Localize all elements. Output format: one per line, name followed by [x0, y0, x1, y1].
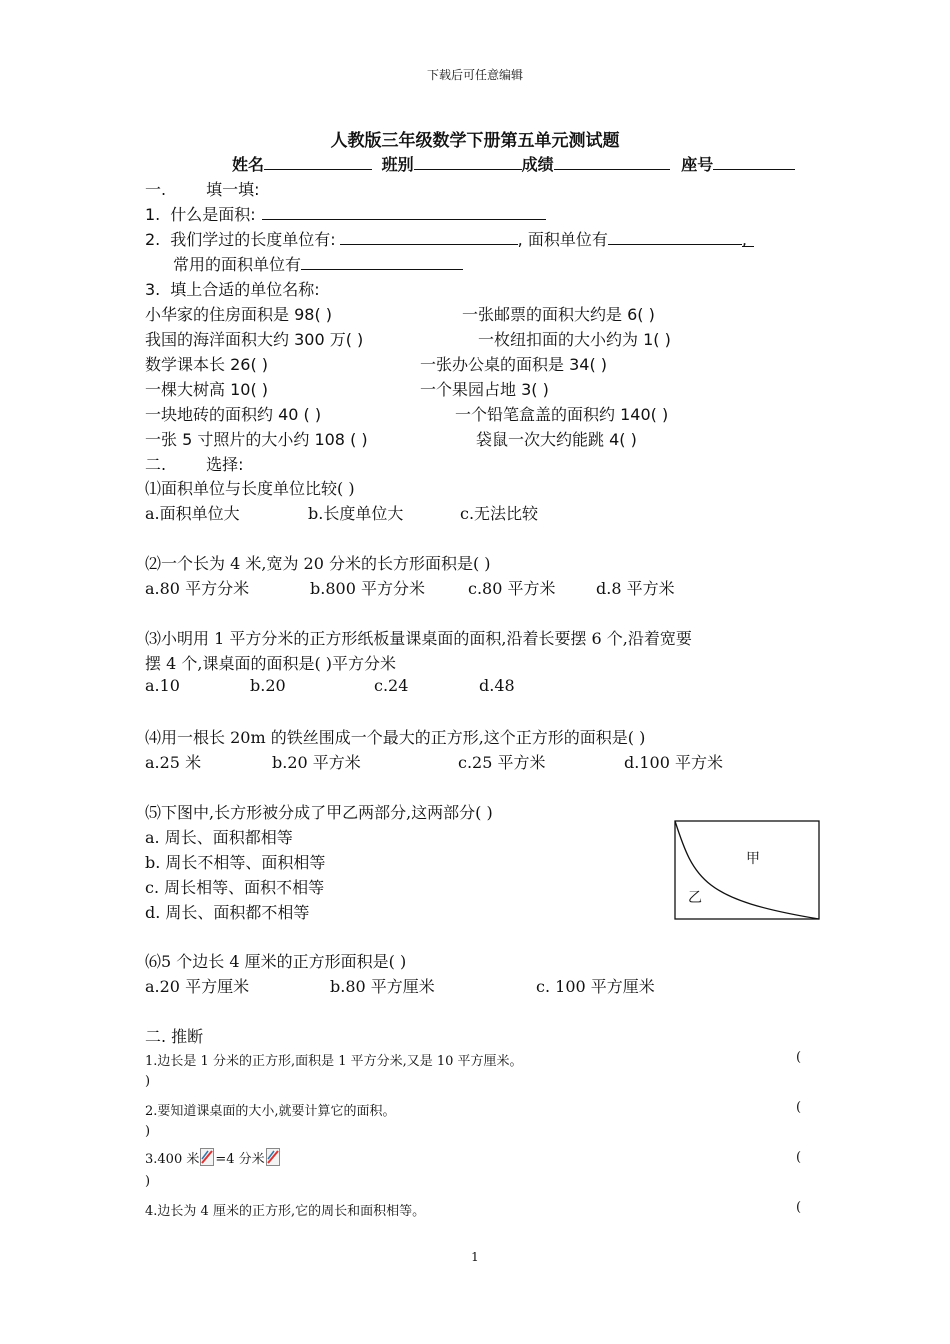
judgment-item: 1.边长是 1 分米的正方形,面积是 1 平方分米,又是 10 平方厘米。 — [145, 1054, 523, 1069]
judgment-open-paren[interactable]: ( — [796, 1050, 802, 1065]
rectangle-diagram — [674, 820, 820, 920]
section1-heading — [145, 177, 260, 200]
seat-field[interactable] — [713, 153, 795, 170]
q2-comma: , — [742, 230, 754, 247]
judgment-item-text-b: =4 分米 — [215, 1152, 265, 1167]
name-field[interactable] — [264, 153, 372, 170]
choice-question-stem: ⑷用一根长 20m 的铁丝围成一个最大的正方形,这个正方形的面积是( ) — [145, 728, 646, 747]
section1-number: 一. — [145, 180, 167, 199]
choice-option[interactable]: b.20 平方米 — [272, 753, 361, 772]
choice-option[interactable]: b.20 — [250, 676, 286, 695]
judgment-open-paren[interactable]: ( — [796, 1200, 802, 1215]
question-2-cont — [173, 252, 463, 275]
region-jia-label: 甲 — [746, 851, 760, 867]
choice-option[interactable]: d.8 平方米 — [596, 579, 675, 598]
choice-question-stem-cont: 摆 4 个,课桌面的面积是( )平方分米 — [145, 654, 397, 673]
choice-option[interactable]: a.20 平方厘米 — [145, 977, 250, 996]
unit-row: 袋鼠一次大约能跳 4( ) — [476, 430, 637, 449]
page-number: 1 — [471, 1250, 479, 1264]
q2-length-units-line[interactable] — [340, 228, 518, 245]
choice-option[interactable]: d.48 — [479, 676, 515, 695]
section3-heading: 二. 推断 — [145, 1027, 204, 1046]
q1-text: 什么是面积: — [170, 205, 256, 224]
q3-text: 填上合适的单位名称: — [170, 280, 320, 299]
section1-title: 填一填: — [206, 180, 260, 199]
choice-option[interactable]: d.100 平方米 — [624, 753, 723, 772]
question-2 — [145, 227, 754, 250]
unit-row: 一枚纽扣面的大小约为 1( ) — [478, 330, 671, 349]
choice-option[interactable]: a.面积单位大 — [145, 504, 240, 523]
unit-row: 数学课本长 26( ) — [145, 355, 269, 374]
choice-option[interactable]: a.80 平方分米 — [145, 579, 250, 598]
choice-option[interactable]: b.长度单位大 — [308, 504, 404, 523]
choice-question-stem: ⑶小明用 1 平方分米的正方形纸板量课桌面的面积,沿着长要摆 6 个,沿着宽要 — [145, 629, 692, 648]
judgment-item: 4.边长为 4 厘米的正方形,它的周长和面积相等。 — [145, 1204, 426, 1219]
unit-row: 一张 5 寸照片的大小约 108 ( ) — [145, 430, 368, 449]
q2-area-units-line[interactable] — [608, 228, 742, 245]
score-label: 成绩 — [521, 155, 554, 174]
judgment-close-paren[interactable]: ) — [145, 1074, 151, 1089]
question-3 — [145, 277, 320, 300]
unit-row: 一张邮票的面积大约是 6( ) — [462, 305, 655, 324]
choice-question-stem: ⑵一个长为 4 米,宽为 20 分米的长方形面积是( ) — [145, 554, 491, 573]
superscript-placeholder-icon — [266, 1148, 280, 1166]
choice-option[interactable]: c.无法比较 — [460, 504, 539, 523]
q1-answer-line[interactable] — [262, 203, 546, 220]
choice-option[interactable]: a.25 米 — [145, 753, 202, 772]
choice-option[interactable]: c. 周长相等、面积不相等 — [145, 878, 325, 897]
choice-option[interactable]: b.80 平方厘米 — [330, 977, 435, 996]
choice-option[interactable]: c.25 平方米 — [458, 753, 546, 772]
header-note: 下载后可任意编辑 — [426, 68, 523, 82]
choice-option[interactable]: a.10 — [145, 676, 180, 695]
section2-heading — [145, 452, 244, 475]
q2-text-a: 我们学过的长度单位有: — [170, 230, 336, 249]
region-yi-label: 乙 — [688, 890, 702, 906]
choice-question-stem: ⑴面积单位与长度单位比较( ) — [145, 479, 355, 498]
unit-row: 我国的海洋面积大约 300 万( ) — [145, 330, 364, 349]
choice-option[interactable]: c. 100 平方厘米 — [536, 977, 655, 996]
q2-number: 2. — [145, 230, 161, 249]
judgment-open-paren[interactable]: ( — [796, 1150, 802, 1165]
student-info-row — [232, 152, 795, 175]
rectangle-diagram-svg — [674, 820, 820, 920]
choice-option[interactable]: d. 周长、面积都不相等 — [145, 903, 310, 922]
seat-label: 座号 — [681, 155, 714, 174]
choice-option[interactable]: b.800 平方分米 — [310, 579, 425, 598]
choice-option[interactable]: c.80 平方米 — [468, 579, 556, 598]
question-1 — [145, 202, 546, 225]
name-label: 姓名 — [232, 155, 265, 174]
section2-number: 二. — [145, 455, 167, 474]
score-field[interactable] — [554, 153, 670, 170]
class-field[interactable] — [414, 153, 522, 170]
choice-question-stem: ⑹5 个边长 4 厘米的正方形面积是( ) — [145, 952, 407, 971]
unit-row: 一棵大树高 10( ) — [145, 380, 269, 399]
judgment-close-paren[interactable]: ) — [145, 1124, 151, 1139]
judgment-open-paren[interactable]: ( — [796, 1100, 802, 1115]
q2-common-units-line[interactable] — [301, 253, 463, 270]
unit-row: 小华家的住房面积是 98( ) — [145, 305, 333, 324]
class-label: 班别 — [381, 155, 414, 174]
judgment-close-paren[interactable]: ) — [145, 1174, 151, 1189]
q1-number: 1. — [145, 205, 161, 224]
judgment-item — [145, 1148, 281, 1167]
unit-row: 一块地砖的面积约 40 ( ) — [145, 405, 322, 424]
unit-row: 一个果园占地 3( ) — [420, 380, 549, 399]
section2-title: 选择: — [206, 455, 244, 474]
superscript-placeholder-icon — [200, 1148, 214, 1166]
unit-row: 一个铅笔盒盖的面积约 140( ) — [455, 405, 669, 424]
q2-text-b: , 面积单位有 — [517, 230, 608, 249]
page-title: 人教版三年级数学下册第五单元测试题 — [330, 131, 620, 151]
choice-question-stem: ⑸下图中,长方形被分成了甲乙两部分,这两部分( ) — [145, 803, 493, 822]
unit-row: 一张办公桌的面积是 34( ) — [420, 355, 608, 374]
q3-number: 3. — [145, 280, 161, 299]
judgment-item: 2.要知道课桌面的大小,就要计算它的面积。 — [145, 1104, 396, 1119]
q2-text-d: 常用的面积单位有 — [173, 255, 302, 274]
choice-option[interactable]: b. 周长不相等、面积相等 — [145, 853, 326, 872]
judgment-item-text-a: 3.400 米 — [145, 1152, 200, 1167]
choice-option[interactable]: a. 周长、面积都相等 — [145, 828, 293, 847]
choice-option[interactable]: c.24 — [374, 676, 409, 695]
